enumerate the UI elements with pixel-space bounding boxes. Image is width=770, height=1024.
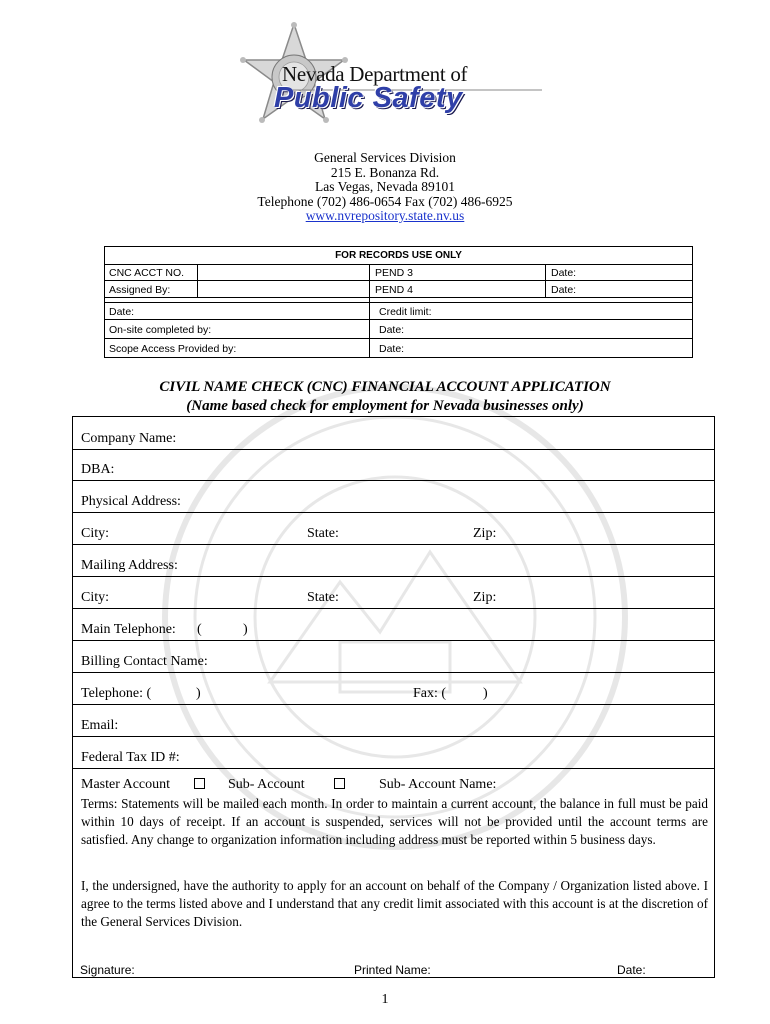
state-label-1: State: xyxy=(307,526,339,541)
sub-account-label: Sub- Account xyxy=(228,777,305,792)
telephone-fax-row[interactable] xyxy=(73,673,714,705)
company-name-row[interactable] xyxy=(73,417,714,450)
cnc-acct-label: CNC ACCT NO. xyxy=(109,267,185,279)
federal-tax-id-label: Federal Tax ID #: xyxy=(81,750,180,765)
printed-name-label: Printed Name: xyxy=(354,963,431,977)
logo-line2: Public Safety xyxy=(274,82,463,114)
city-state-zip-row-2[interactable] xyxy=(73,577,714,609)
records-use-only-table xyxy=(104,246,693,358)
authority-paragraph: I, the undersigned, have the authority to apply for an account on behalf of the Company / Organization listed above. I agree to the terms listed above and I understand that any credit limit associated with this account is at the discretion of the General Services Division. xyxy=(81,878,708,929)
fax-label: Fax: ( xyxy=(413,686,447,701)
page-number: 1 xyxy=(381,992,389,1007)
account-type-row xyxy=(73,769,714,793)
date-label-2: Date: xyxy=(551,284,577,296)
form-title-line2: (Name based check for employment for Nevada businesses only) xyxy=(186,398,584,414)
city-label-2: City: xyxy=(81,590,110,605)
address-block xyxy=(0,151,770,224)
pend3-label: PEND 3 xyxy=(375,267,413,279)
company-name-label: Company Name: xyxy=(81,431,177,446)
signature-label: Signature: xyxy=(80,963,135,977)
billing-contact-label: Billing Contact Name: xyxy=(81,654,208,669)
master-account-label: Master Account xyxy=(81,777,171,792)
mailing-address-row[interactable] xyxy=(73,545,714,577)
fax-paren-close: ) xyxy=(483,686,488,701)
assigned-by-label: Assigned By: xyxy=(109,284,171,296)
main-telephone-paren-close: ) xyxy=(243,622,248,637)
zip-label-1: Zip: xyxy=(473,526,497,541)
city-state-zip-row-1[interactable] xyxy=(73,513,714,545)
phone-fax: Telephone (702) 486-0654 Fax (702) 486-6925 xyxy=(257,193,513,209)
main-telephone-label: Main Telephone: xyxy=(81,622,176,637)
signature-date-label: Date: xyxy=(617,963,646,977)
email-label: Email: xyxy=(81,718,119,733)
physical-address-label: Physical Address: xyxy=(81,494,181,509)
telephone-label: Telephone: ( xyxy=(81,686,152,701)
pend4-label: PEND 4 xyxy=(375,284,413,296)
date-label-5: Date: xyxy=(379,343,405,355)
logo-line1: Nevada Department of xyxy=(282,62,468,86)
date-label-3: Date: xyxy=(109,306,135,318)
records-header: FOR RECORDS USE ONLY xyxy=(335,250,462,261)
website-link[interactable]: www.nvrepository.state.nv.us xyxy=(305,208,465,223)
credit-limit-label: Credit limit: xyxy=(379,306,432,318)
email-row[interactable] xyxy=(73,705,714,737)
nv-dps-logo xyxy=(232,22,542,147)
federal-tax-id-row[interactable] xyxy=(73,737,714,769)
physical-address-row[interactable] xyxy=(73,481,714,513)
onsite-completed-label: On-site completed by: xyxy=(109,324,212,336)
main-telephone-row[interactable] xyxy=(73,609,714,641)
form-title-line1: CIVIL NAME CHECK (CNC) FINANCIAL ACCOUNT APPLICATION xyxy=(159,379,611,395)
state-label-2: State: xyxy=(307,590,339,605)
scope-access-label: Scope Access Provided by: xyxy=(109,343,237,355)
application-form xyxy=(72,416,715,978)
city-label-1: City: xyxy=(81,526,110,541)
telephone-paren-close: ) xyxy=(196,686,201,701)
main-telephone-paren-open: ( xyxy=(197,622,202,637)
form-title xyxy=(0,378,770,416)
date-label-4: Date: xyxy=(379,324,405,336)
dba-label: DBA: xyxy=(81,462,115,477)
terms-paragraph: Terms: Statements will be mailed each month. In order to maintain a current account, the balance in full must be paid within 10 days of receipt. If an account is suspended, services will not be provided until the account terms are satisfied. Any change to organization information including address must be reported within 5 business days. xyxy=(81,796,708,847)
street-address: 215 E. Bonanza Rd. xyxy=(330,164,440,180)
mailing-address-label: Mailing Address: xyxy=(81,558,178,573)
dba-row[interactable] xyxy=(73,450,714,481)
billing-contact-row[interactable] xyxy=(73,641,714,673)
city-state-zip: Las Vegas, Nevada 89101 xyxy=(315,179,455,194)
zip-label-2: Zip: xyxy=(473,590,497,605)
sub-account-name-label: Sub- Account Name: xyxy=(379,777,497,792)
date-label-1: Date: xyxy=(551,267,577,279)
division-name: General Services Division xyxy=(314,150,456,165)
